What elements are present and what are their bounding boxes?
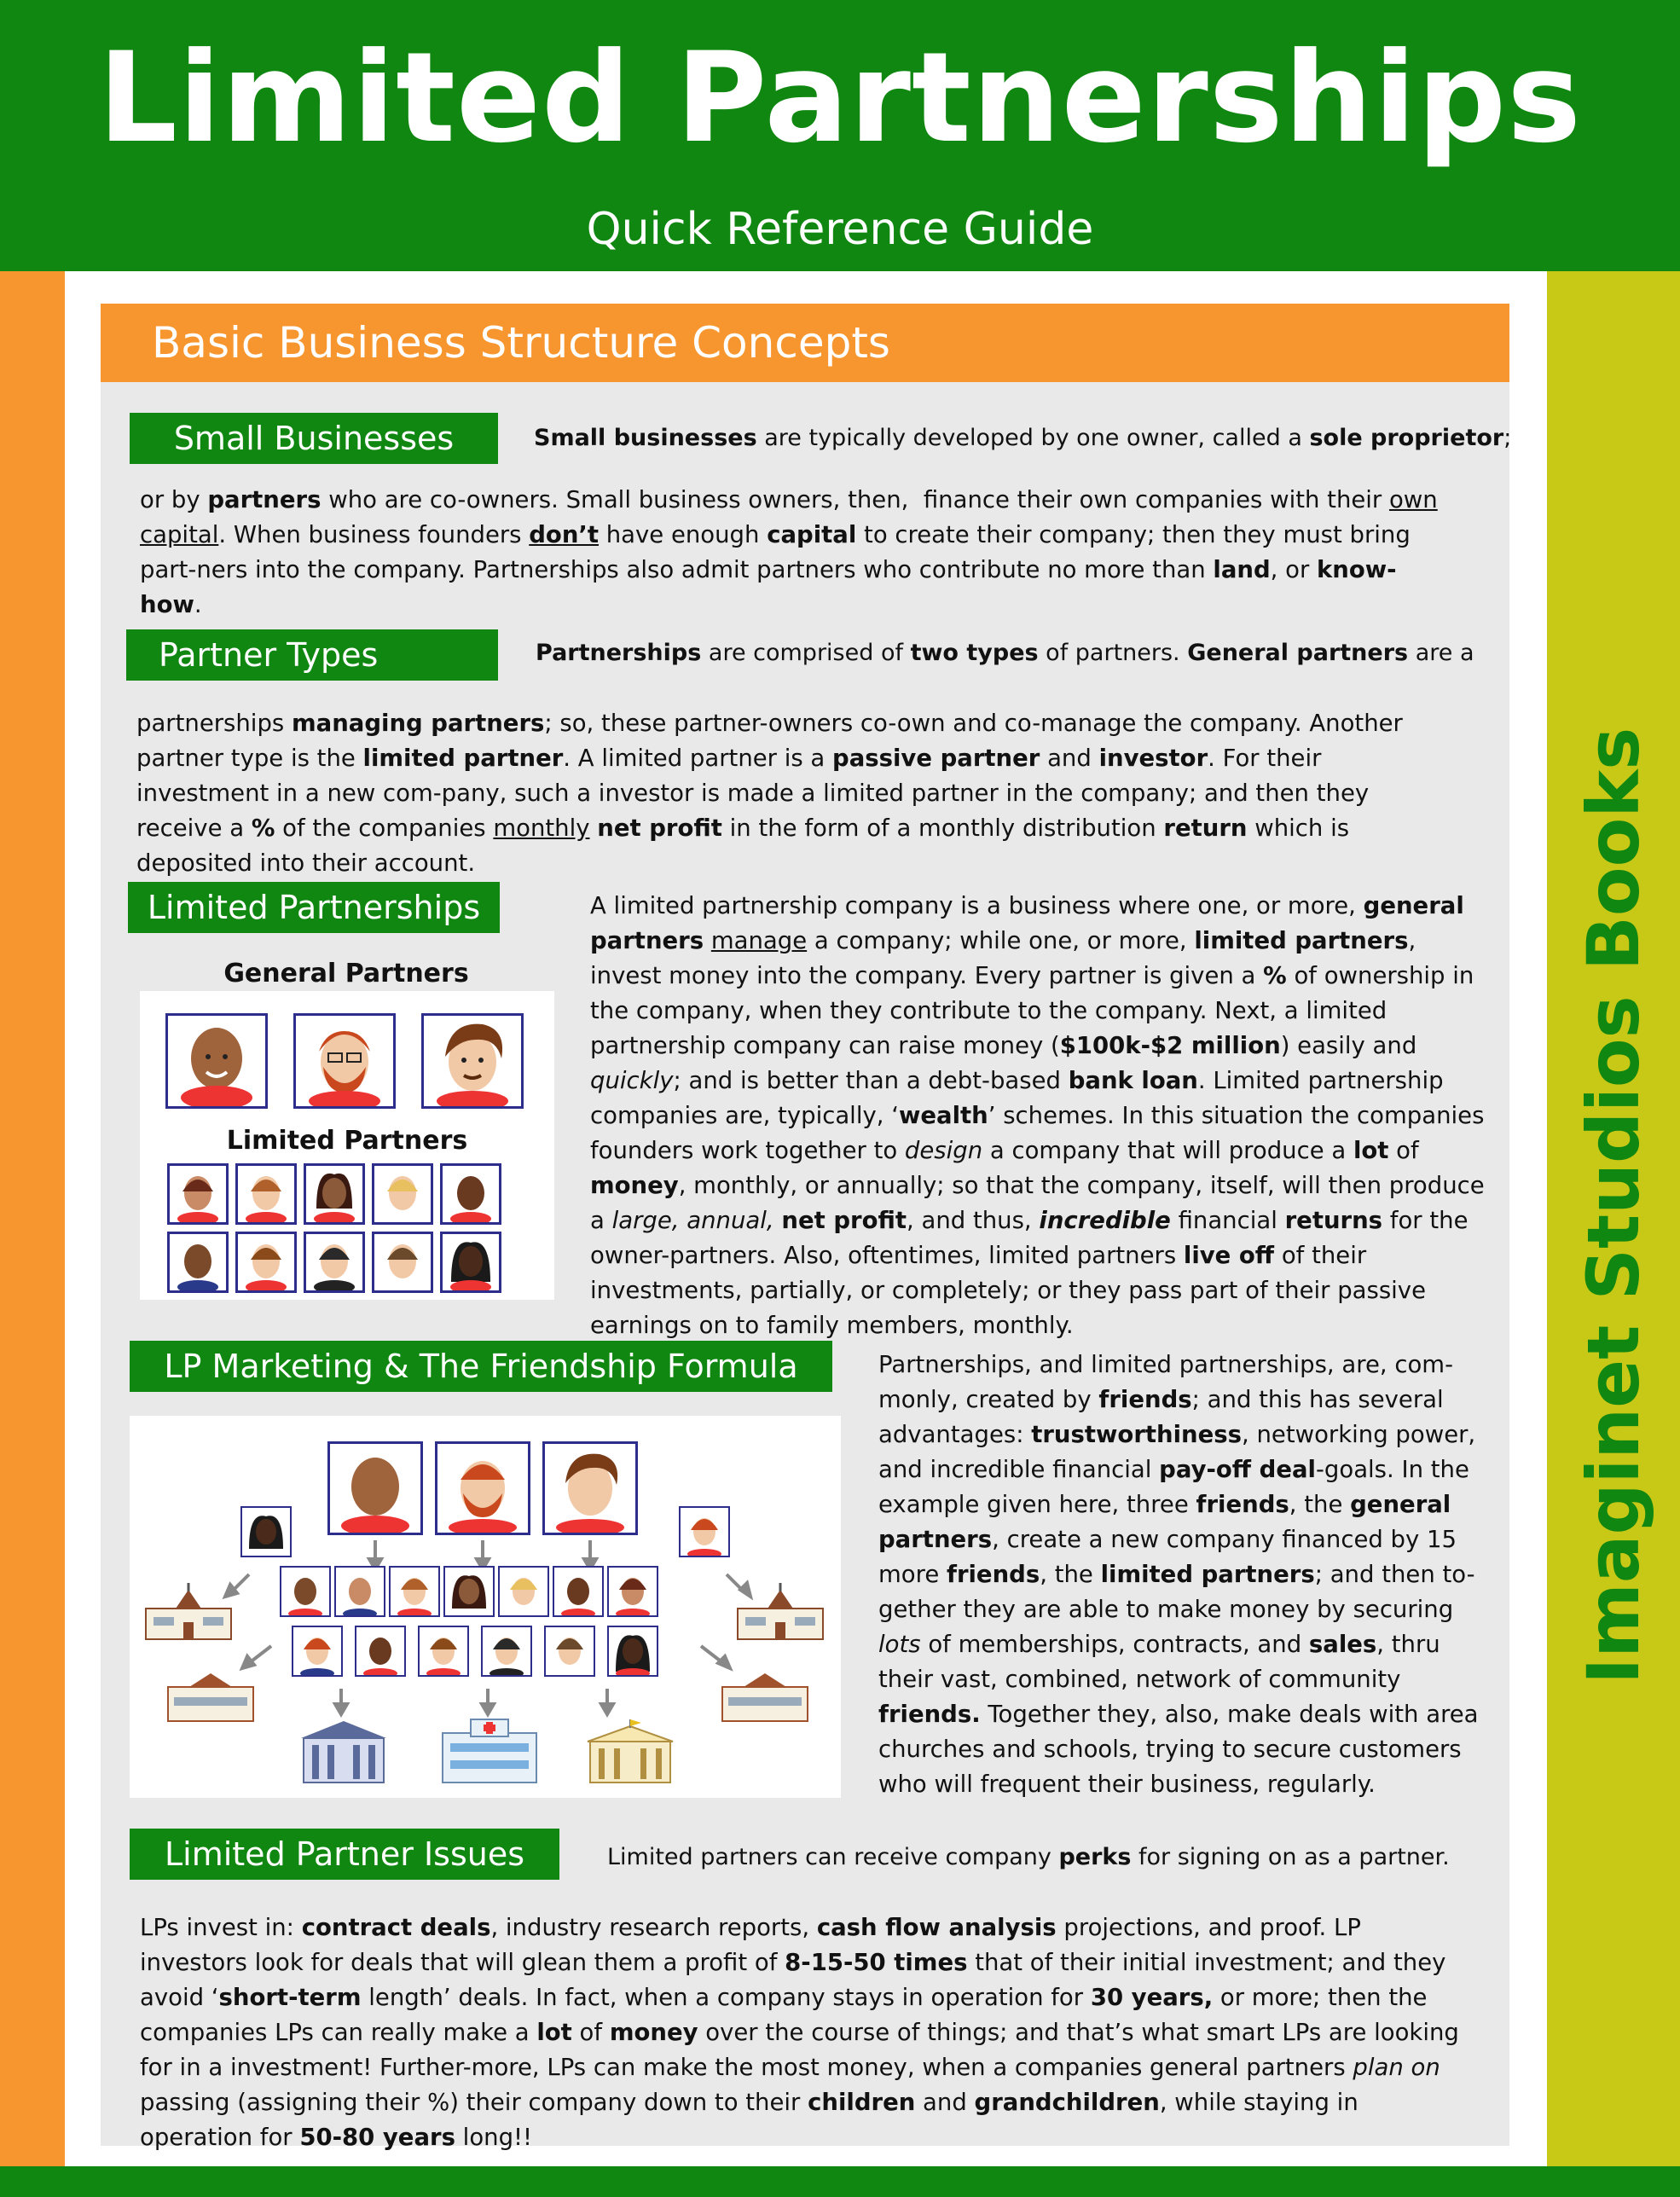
page-title: Limited Partnerships — [97, 26, 1583, 171]
partners-illustration — [140, 991, 554, 1300]
person-avatar-icon — [355, 1626, 406, 1677]
limited-partnerships-text: A limited partnership company is a business where one, or more, general partners manage a company; while one, or more, limited partners, invest money into the company. Every partner is given a % of ownership in the company, when they contribute to the company. Next, a limited partnership company can raise money ($100k-$2 million) easily and quickly; and is better than a debt-based bank loan. Limited partnership companies are, typically, ‘wealth’ schemes. In this situation the companies founders work together to design a company that will produce a lot of money, monthly, or annually; so that the company, itself, will then produce a large, annual, net profit, and thus, incredible financial returns for the owner-partners. Also, oftentimes, limited partners live off of their investments, partially, or completely; or they pass part of their passive earnings on to family members, monthly. — [590, 892, 1485, 1339]
person-avatar-icon — [235, 1232, 297, 1293]
person-avatar-icon — [553, 1566, 604, 1617]
person-avatar-icon — [293, 1013, 396, 1109]
person-avatar-icon — [481, 1626, 532, 1677]
small-businesses-tag: Small Businesses — [130, 413, 498, 464]
lp-issues-tag: Limited Partner Issues — [130, 1829, 559, 1880]
lp-issues-text: LPs invest in: contract deals, industry research reports, cash flow analysis projections, and proof. LP investors look for deals that will glean them a profit of 8-15-50 times that of their initial investment; and they avoid ‘short-term length’ deals. In fact, when a company stays in operation for 30 years, or more; then the companies LPs can really make a lot of money over the course of things; and that’s what smart LPs are looking for in a investment! Further-more, LPs can make the most money, when a companies general partners plan on passing (assigning their %) their company down to their children and grandchildren, while staying in operation for 50-80 years long!! — [140, 1914, 1459, 2151]
partner-types-text: partnerships managing partners; so, these partner-owners co-own and co-manage the company. Another partner type is the limited partner. A limited partner is a passive partner and investor. For their investment in a new com-pany, such a investor is made a limited partner in the company; and then they receive a % of the companies monthly net profit in the form of a monthly distribution return which is deposited into their account. — [136, 710, 1403, 877]
lp-marketing-tag: LP Marketing & The Friendship Formula — [130, 1341, 832, 1392]
partner-types-tag: Partner Types — [126, 629, 498, 681]
person-avatar-icon — [372, 1232, 433, 1293]
small-businesses-lead: Small businesses are typically developed by one owner, called a sole proprietor; — [534, 425, 1512, 451]
friendship-formula-diagram — [130, 1416, 841, 1798]
person-avatar-icon — [304, 1232, 365, 1293]
person-avatar-icon — [440, 1232, 501, 1293]
left-stripe — [0, 271, 65, 2166]
person-avatar-icon — [167, 1232, 229, 1293]
small-businesses-text: or by partners who are co-owners. Small business owners, then, finance their own companies with their own capital. When business founders don’t have enough capital to create their company; then they must bring part-ners into the company. Partnerships also admit partners who contribute no more than land, or know-how. — [140, 486, 1438, 618]
person-avatar-icon — [304, 1163, 365, 1225]
person-avatar-icon — [421, 1013, 524, 1109]
person-avatar-icon — [280, 1566, 331, 1617]
school-icon — [718, 1672, 812, 1726]
person-avatar-icon — [418, 1626, 469, 1677]
courthouse-icon — [583, 1719, 677, 1788]
person-avatar-icon — [544, 1626, 595, 1677]
person-avatar-icon — [165, 1013, 268, 1109]
church-icon — [142, 1583, 235, 1646]
person-avatar-icon — [334, 1566, 385, 1617]
person-avatar-icon — [235, 1163, 297, 1225]
footer-bar — [0, 2166, 1680, 2197]
hospital-icon — [438, 1714, 541, 1788]
brand-vertical-text: Imaginet Studios Books — [1572, 727, 1655, 1684]
church-icon — [733, 1583, 827, 1646]
section-heading-bar — [101, 304, 1509, 382]
person-avatar-icon — [443, 1566, 495, 1617]
lp-issues-lead: Limited partners can receive company perks for signing on as a partner. — [607, 1844, 1450, 1870]
person-avatar-icon — [372, 1163, 433, 1225]
limited-partners-label: Limited Partners — [226, 1126, 468, 1156]
limited-partnerships-tag: Limited Partnerships — [128, 882, 500, 933]
section-heading: Basic Business Structure Concepts — [152, 318, 890, 368]
bank-icon — [297, 1719, 391, 1788]
person-avatar-icon — [498, 1566, 549, 1617]
person-avatar-icon — [167, 1163, 229, 1225]
person-avatar-icon — [389, 1566, 440, 1617]
lp-marketing-text: Partnerships, and limited partnerships, are, com-monly, created by friends; and this has several advantages: trustworthiness, networking power, and incredible financial pay-off deal-goals. In the example given here, three friends, the general partners, create a new company financed by 15 more friends, the limited partners; and then to-gether they are able to make money by securing lots of memberships, contracts, and sales, thru their vast, combined, network of community friends. Together they, also, make deals with area churches and schools, trying to secure customers who will frequent their business, regularly. — [878, 1351, 1479, 1798]
partner-types-lead: Partnerships are comprised of two types of partners. General partners are a — [536, 640, 1474, 666]
header-banner — [0, 0, 1680, 271]
person-avatar-icon — [607, 1566, 658, 1617]
person-avatar-icon — [292, 1626, 343, 1677]
page-subtitle: Quick Reference Guide — [586, 204, 1094, 255]
general-partners-label: General Partners — [223, 959, 469, 988]
person-avatar-icon — [440, 1163, 501, 1225]
person-avatar-icon — [607, 1626, 658, 1677]
school-icon — [164, 1672, 258, 1726]
